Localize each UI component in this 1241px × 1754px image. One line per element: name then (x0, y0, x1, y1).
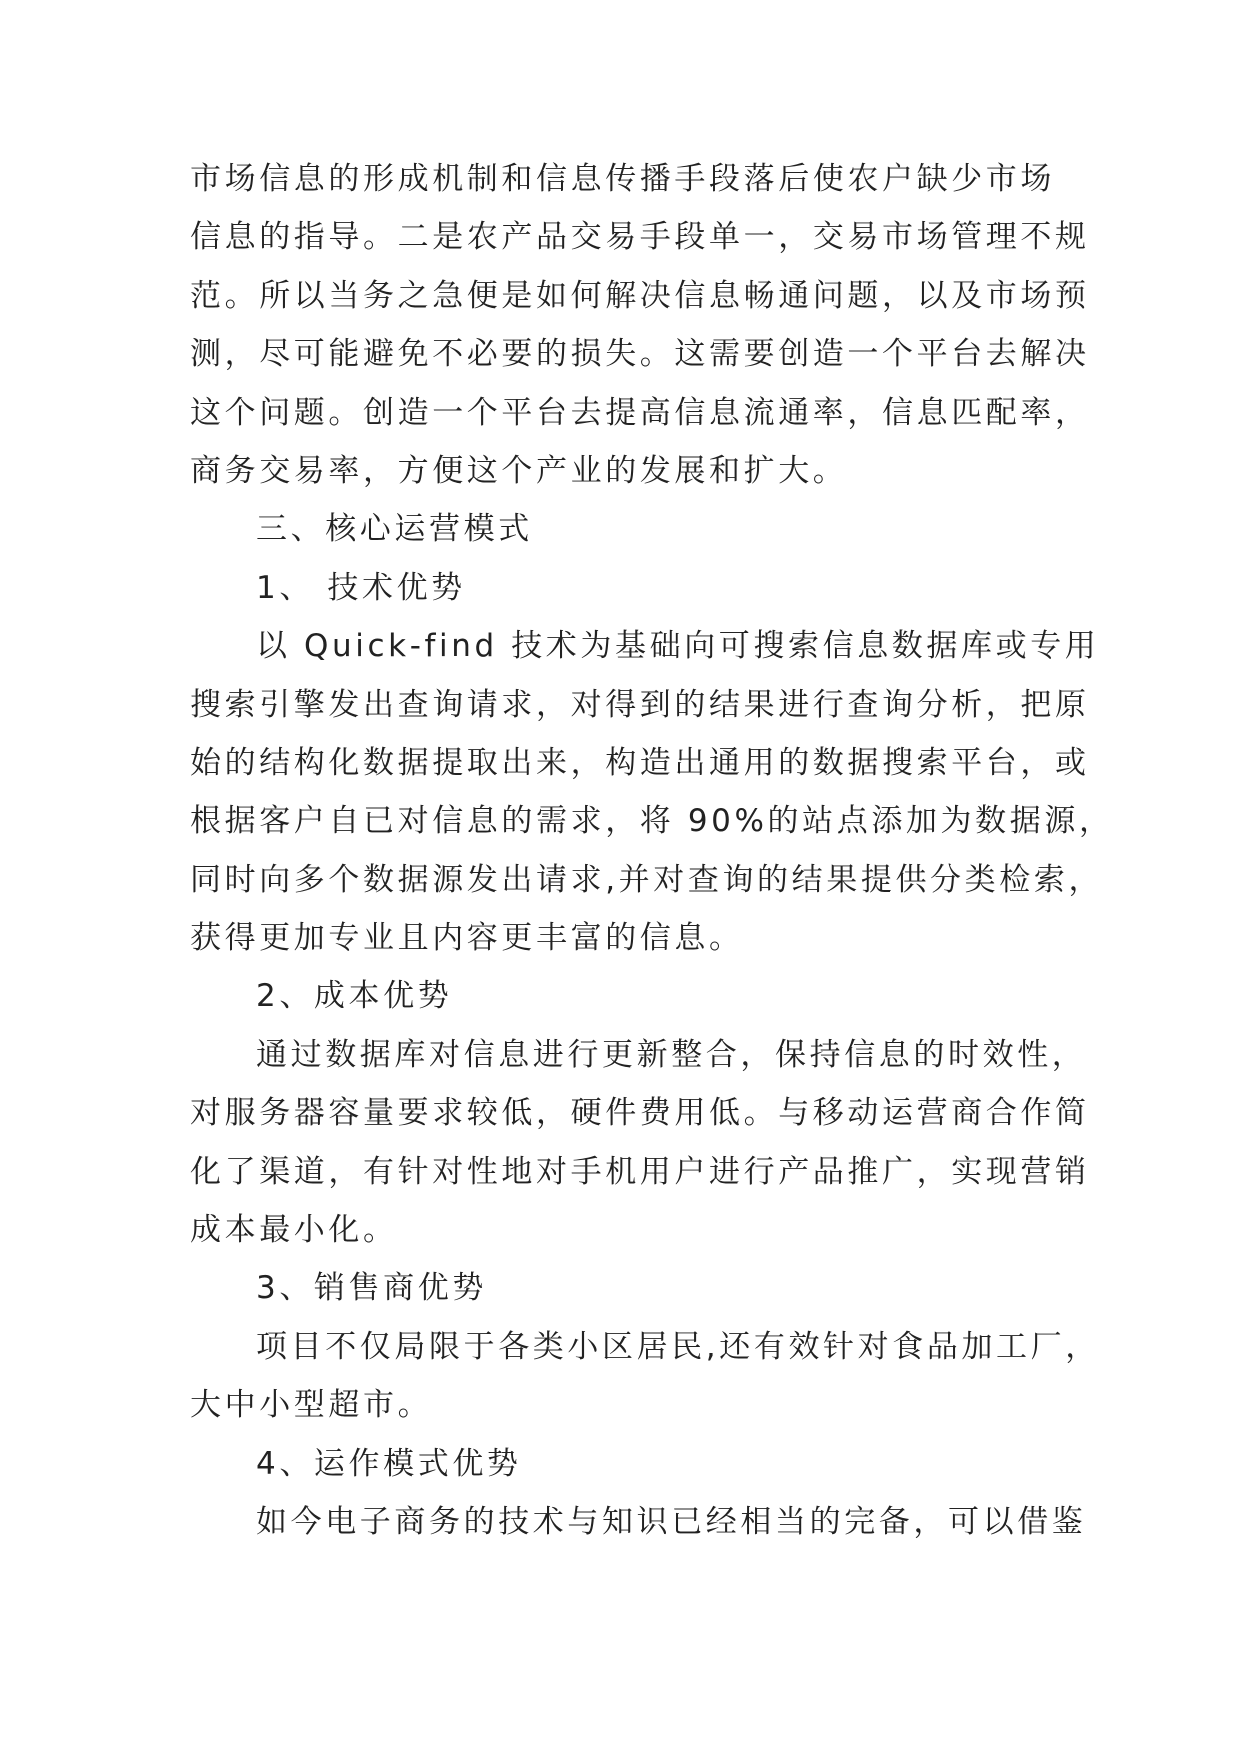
text-line: 同时向多个数据源发出请求,并对查询的结果提供分类检索， (190, 861, 1104, 898)
text-line: 测，尽可能避免不必要的损失。这需要创造一个平台去解决 (190, 336, 1090, 373)
text-line: 以 Quick-find 技术为基础向可搜索信息数据库或专用 (256, 628, 1100, 665)
text-line: 化了渠道，有针对性地对手机用户进行产品推广，实现营销 (190, 1153, 1090, 1190)
text-line: 3、销售商优势 (256, 1270, 487, 1307)
text-line: 范。所以当务之急便是如何解决信息畅通问题，以及市场预 (190, 277, 1090, 314)
text-line: 通过数据库对信息进行更新整合，保持信息的时效性， (256, 1036, 1087, 1073)
text-line: 4、运作模式优势 (256, 1445, 522, 1482)
text-line: 成本最小化。 (190, 1212, 398, 1249)
text-line: 根据客户自已对信息的需求，将 90%的站点添加为数据源， (190, 803, 1114, 840)
text-line: 项目不仅局限于各类小区居民,还有效针对食品加工厂， (256, 1328, 1100, 1365)
text-line: 市场信息的形成机制和信息传播手段落后使农户缺少市场 (190, 161, 1055, 197)
text-line: 大中小型超市。 (190, 1387, 433, 1424)
text-line: 对服务器容量要求较低，硬件费用低。与移动运营商合作简 (190, 1095, 1090, 1132)
text-line: 三、核心运营模式 (256, 511, 533, 548)
text-line: 2、成本优势 (256, 978, 453, 1015)
text-line: 获得更加专业且内容更丰富的信息。 (190, 920, 744, 957)
document-body (190, 150, 1114, 1551)
text-line: 搜索引擎发出查询请求，对得到的结果进行查询分析，把原 (190, 686, 1090, 723)
text-line: 如今电子商务的技术与知识已经相当的完备，可以借鉴 (256, 1503, 1087, 1540)
text-line: 商务交易率，方便这个产业的发展和扩大。 (190, 452, 848, 489)
text-line: 1、 技术优势 (256, 569, 466, 606)
text-line: 信息的指导。二是农产品交易手段单一，交易市场管理不规 (190, 219, 1090, 256)
text-line: 始的结构化数据提取出来，构造出通用的数据搜索平台，或 (190, 744, 1090, 781)
text-line: 这个问题。创造一个平台去提高信息流通率，信息匹配率， (190, 394, 1090, 431)
